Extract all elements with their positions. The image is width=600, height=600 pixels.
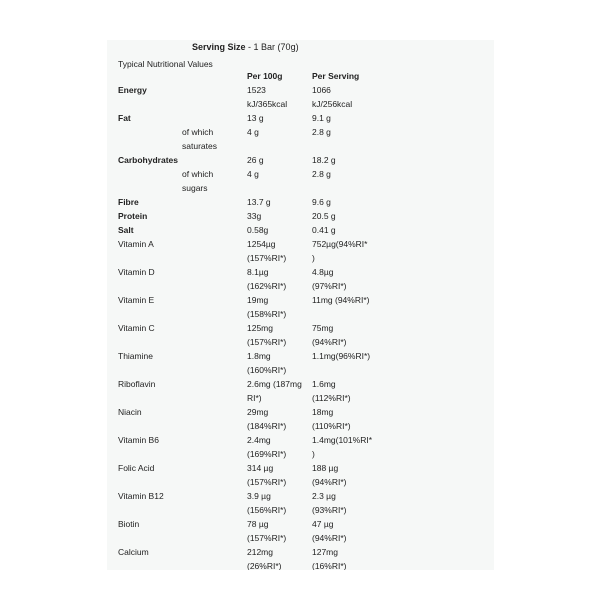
serving-size: [192, 42, 299, 52]
value-per-100g: 3.9 µg (156%RI*): [247, 491, 287, 515]
value-per-100g: 4 g: [247, 127, 259, 137]
value-per-100g: 1254µg (157%RI*): [247, 239, 287, 263]
value-per-100g: 1523 kJ/365kcal: [247, 85, 288, 109]
value-per-100g: 29mg (184%RI*): [247, 407, 287, 431]
nutrient-name: Riboflavin: [118, 379, 156, 389]
serving-size-value: - 1 Bar (70g): [248, 42, 299, 52]
value-per-serving: 2.3 µg (93%RI*): [312, 491, 347, 515]
value-per-100g: 2.4mg (169%RI*): [247, 435, 287, 459]
nutrient-name: Protein: [118, 211, 148, 221]
value-per-100g: 13.7 g: [247, 197, 271, 207]
value-per-serving: 9.6 g: [312, 197, 331, 207]
serving-size-label: Serving Size: [192, 42, 246, 52]
typical-values-label: Typical Nutritional Values: [118, 59, 213, 69]
value-per-100g: 314 µg (157%RI*): [247, 463, 287, 487]
value-per-100g: 33g: [247, 211, 262, 221]
value-per-serving: 11mg (94%RI*): [312, 295, 370, 305]
value-per-serving: 47 µg (94%RI*): [312, 519, 347, 543]
value-per-serving: 18.2 g: [312, 155, 336, 165]
value-per-100g: 8.1µg (162%RI*): [247, 267, 287, 291]
nutrient-name: Vitamin B6: [118, 435, 159, 445]
value-per-serving: 188 µg (94%RI*): [312, 463, 347, 487]
nutrient-name: Carbohydrates: [118, 155, 178, 165]
value-per-100g: 212mg (26%RI*): [247, 547, 282, 570]
nutrient-name: Folic Acid: [118, 463, 155, 473]
nutrient-name: Calcium: [118, 547, 149, 557]
value-per-serving: 2.8 g: [312, 127, 331, 137]
nutrient-name: Energy: [118, 85, 147, 95]
value-per-serving: 75mg (94%RI*): [312, 323, 347, 347]
value-per-100g: 13 g: [247, 113, 264, 123]
value-per-serving: 4.8µg (97%RI*): [312, 267, 347, 291]
nutrient-name: Vitamin A: [118, 239, 154, 249]
value-per-100g: 4 g: [247, 169, 259, 179]
nutrient-name: Vitamin C: [118, 323, 155, 333]
value-per-100g: 0.58g: [247, 225, 269, 235]
column-header-per-serving: Per Serving: [312, 71, 360, 81]
nutrient-name: of which sugars: [182, 169, 214, 193]
value-per-serving: 1.1mg(96%RI*): [312, 351, 371, 361]
value-per-100g: 1.8mg (160%RI*): [247, 351, 287, 375]
value-per-serving: 0.41 g: [312, 225, 336, 235]
value-per-serving: 9.1 g: [312, 113, 331, 123]
value-per-serving: 2.8 g: [312, 169, 331, 179]
nutrient-name: Vitamin D: [118, 267, 155, 277]
column-header-per-100g: Per 100g: [247, 71, 283, 81]
value-per-100g: 125mg (157%RI*): [247, 323, 287, 347]
nutrient-name: Vitamin E: [118, 295, 155, 305]
value-per-100g: 19mg (158%RI*): [247, 295, 287, 319]
nutrient-name: Niacin: [118, 407, 142, 417]
value-per-100g: 78 µg (157%RI*): [247, 519, 287, 543]
nutrient-name: Fibre: [118, 197, 139, 207]
nutrient-name: Biotin: [118, 519, 140, 529]
nutrient-name: Salt: [118, 225, 134, 235]
value-per-serving: 1.4mg(101%RI* ): [312, 435, 373, 459]
nutrient-name: of which saturates: [182, 127, 217, 151]
value-per-serving: 18mg (110%RI*): [312, 407, 351, 431]
nutrition-panel: [107, 40, 494, 570]
value-per-serving: 1066 kJ/256kcal: [312, 85, 353, 109]
value-per-serving: 752µg(94%RI* ): [312, 239, 368, 263]
value-per-100g: 26 g: [247, 155, 264, 165]
value-per-serving: 1.6mg (112%RI*): [312, 379, 351, 403]
nutrient-name: Vitamin B12: [118, 491, 164, 501]
value-per-serving: 127mg (16%RI*): [312, 547, 347, 570]
nutrient-name: Thiamine: [118, 351, 153, 361]
nutrient-name: Fat: [118, 113, 131, 123]
value-per-serving: 20.5 g: [312, 211, 336, 221]
value-per-100g: 2.6mg (187mg RI*): [247, 379, 302, 403]
